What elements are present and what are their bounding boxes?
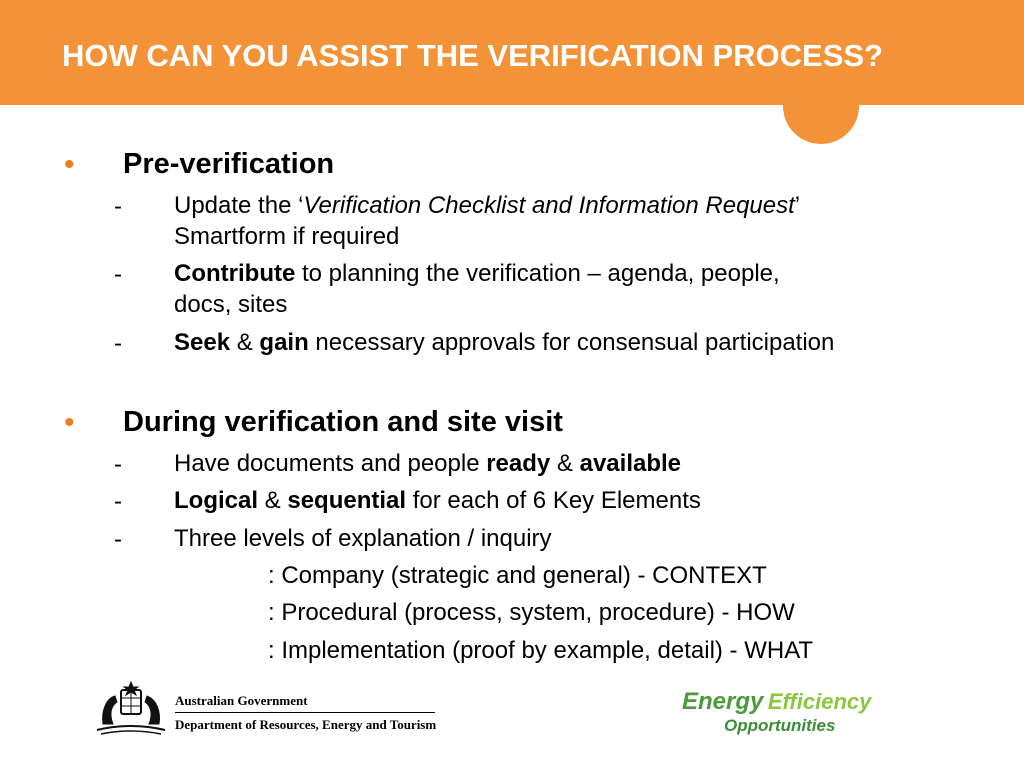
item-text: & bbox=[258, 487, 288, 514]
item-text: ’ bbox=[794, 192, 801, 219]
item-bold-text: gain bbox=[259, 329, 309, 356]
bullet-icon: • bbox=[64, 148, 75, 181]
energy-efficiency-logo bbox=[682, 688, 871, 716]
item-text: to planning the verification – agenda, people, bbox=[295, 260, 780, 287]
level-how: : Procedural (process, system, procedure) - HOW bbox=[268, 599, 795, 626]
dash-marker: - bbox=[114, 330, 122, 357]
item-bold-text: Logical bbox=[174, 487, 259, 514]
bullet-icon: • bbox=[64, 406, 75, 439]
divider bbox=[175, 712, 435, 713]
level-what: : Implementation (proof by example, detail) - WHAT bbox=[268, 637, 814, 664]
slide-title: HOW CAN YOU ASSIST THE VERIFICATION PROCESS? bbox=[62, 38, 883, 73]
item-text: Update the ‘ bbox=[174, 192, 304, 219]
coat-of-arms-icon bbox=[95, 680, 167, 738]
decorative-circle bbox=[783, 68, 859, 144]
dash-marker: - bbox=[114, 488, 122, 515]
item-text: & bbox=[230, 329, 260, 356]
item-text-line2: docs, sites bbox=[174, 291, 288, 318]
item-italic-text: Verification Checklist and Information Request bbox=[303, 192, 795, 219]
item-bold-text: ready bbox=[486, 450, 551, 477]
list-item-documents-people bbox=[174, 448, 681, 479]
item-text: & bbox=[550, 450, 580, 477]
item-bold-text: Contribute bbox=[174, 260, 296, 287]
list-item-update-checklist bbox=[174, 190, 800, 252]
list-item-seek-gain bbox=[174, 327, 834, 358]
item-text: necessary approvals for consensual participation bbox=[308, 329, 835, 356]
list-item-logical-sequential bbox=[174, 485, 701, 516]
item-bold-text: Seek bbox=[174, 329, 231, 356]
logo-efficiency-text: Efficiency bbox=[767, 689, 872, 714]
gov-department: Department of Resources, Energy and Tourism bbox=[175, 717, 437, 732]
item-bold-text: sequential bbox=[287, 487, 407, 514]
item-text-line2: Smartform if required bbox=[174, 223, 400, 250]
item-bold-text: available bbox=[579, 450, 682, 477]
dash-marker: - bbox=[114, 526, 122, 553]
logo-energy-text: Energy bbox=[682, 688, 764, 715]
list-item-three-levels: Three levels of explanation / inquiry bbox=[174, 525, 552, 552]
section-heading-during-verification: During verification and site visit bbox=[123, 406, 563, 438]
section-heading-pre-verification: Pre-verification bbox=[123, 148, 335, 180]
item-text: Have documents and people bbox=[174, 450, 487, 477]
level-context: : Company (strategic and general) - CONTEXT bbox=[268, 562, 767, 589]
dash-marker: - bbox=[114, 193, 122, 220]
logo-opportunities-text: Opportunities bbox=[724, 716, 836, 735]
list-item-contribute bbox=[174, 258, 780, 320]
dash-marker: - bbox=[114, 451, 122, 478]
item-text: for each of 6 Key Elements bbox=[406, 487, 701, 514]
dash-marker: - bbox=[114, 261, 122, 288]
gov-name: Australian Government bbox=[175, 693, 308, 708]
